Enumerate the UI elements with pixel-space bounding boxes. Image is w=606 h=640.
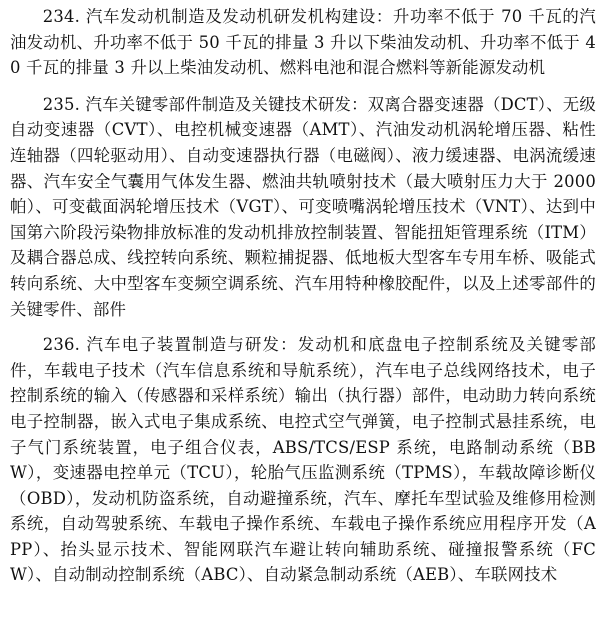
- document-page: [10, 4, 596, 588]
- paragraph-235: [10, 92, 596, 322]
- item-text: 汽车电子装置制造与研发：发动机和底盘电子控制系统及关键零部件，车载电子技术（汽车信息系统和导航系统），汽车电子总线网络技术，电子控制系统的输入（传感器和采样系统）输出（执行器）部件，电动助力转向系统电子控制器，嵌入式电子集成系统、电控式空气弹簧，电子控制式悬挂系统，电子气门系统装置，电子组合仪表，ABS/TCS/ESP 系统，电路制动系统（BBW），变速器电控单元（TCU），轮胎气压监测系统（TPMS），车载故障诊断仪（OBD），发动机防盗系统，自动避撞系统，汽车、摩托车型试验及维修用检测系统，自动驾驶系统、车载电子操作系统、车载电子操作系统应用程序开发（APP）、抬头显示技术、智能网联汽车避让转向辅助系统、碰撞报警系统（FCW）、自动制动控制系统（ABC）、自动紧急制动系统（AEB）、车联网技术: [10, 335, 596, 585]
- item-number: 234.: [42, 7, 81, 26]
- paragraph-236: [10, 332, 596, 588]
- paragraph-234: [10, 4, 596, 81]
- item-number: 236.: [42, 335, 81, 355]
- item-text: 汽车关键零部件制造及关键技术研发：双离合器变速器（DCT）、无级自动变速器（CVT）、电控机械变速器（AMT）、汽油发动机涡轮增压器、粘性连轴器（四轮驱动用）、自动变速器执行器（电磁阀）、液力缓速器、电涡流缓速器、汽车安全气囊用气体发生器、燃油共轨喷射技术（最大喷射压力大于 2000 帕）、可变截面涡轮增压技术（VGT）、可变喷嘴涡轮增压技术（VNT）、达到中国第六阶段污染物排放标准的发动机排放控制装置、智能扭矩管理系统（ITM）及耦合器总成、线控转向系统、颗粒捕捉器、低地板大型客车专用车桥、吸能式转向系统、大中型客车变频空调系统、汽车用特种橡胶配件，以及上述零部件的关键零件、部件: [10, 94, 596, 319]
- item-text: 汽车发动机制造及发动机研发机构建设：升功率不低于 70 千瓦的汽油发动机、升功率不低于 50 千瓦的排量 3 升以下柴油发动机、升功率不低于 40 千瓦的排量 3 升以上柴油发动机、燃料电池和混合燃料等新能源发动机: [10, 7, 596, 78]
- item-number: 235.: [42, 94, 81, 114]
